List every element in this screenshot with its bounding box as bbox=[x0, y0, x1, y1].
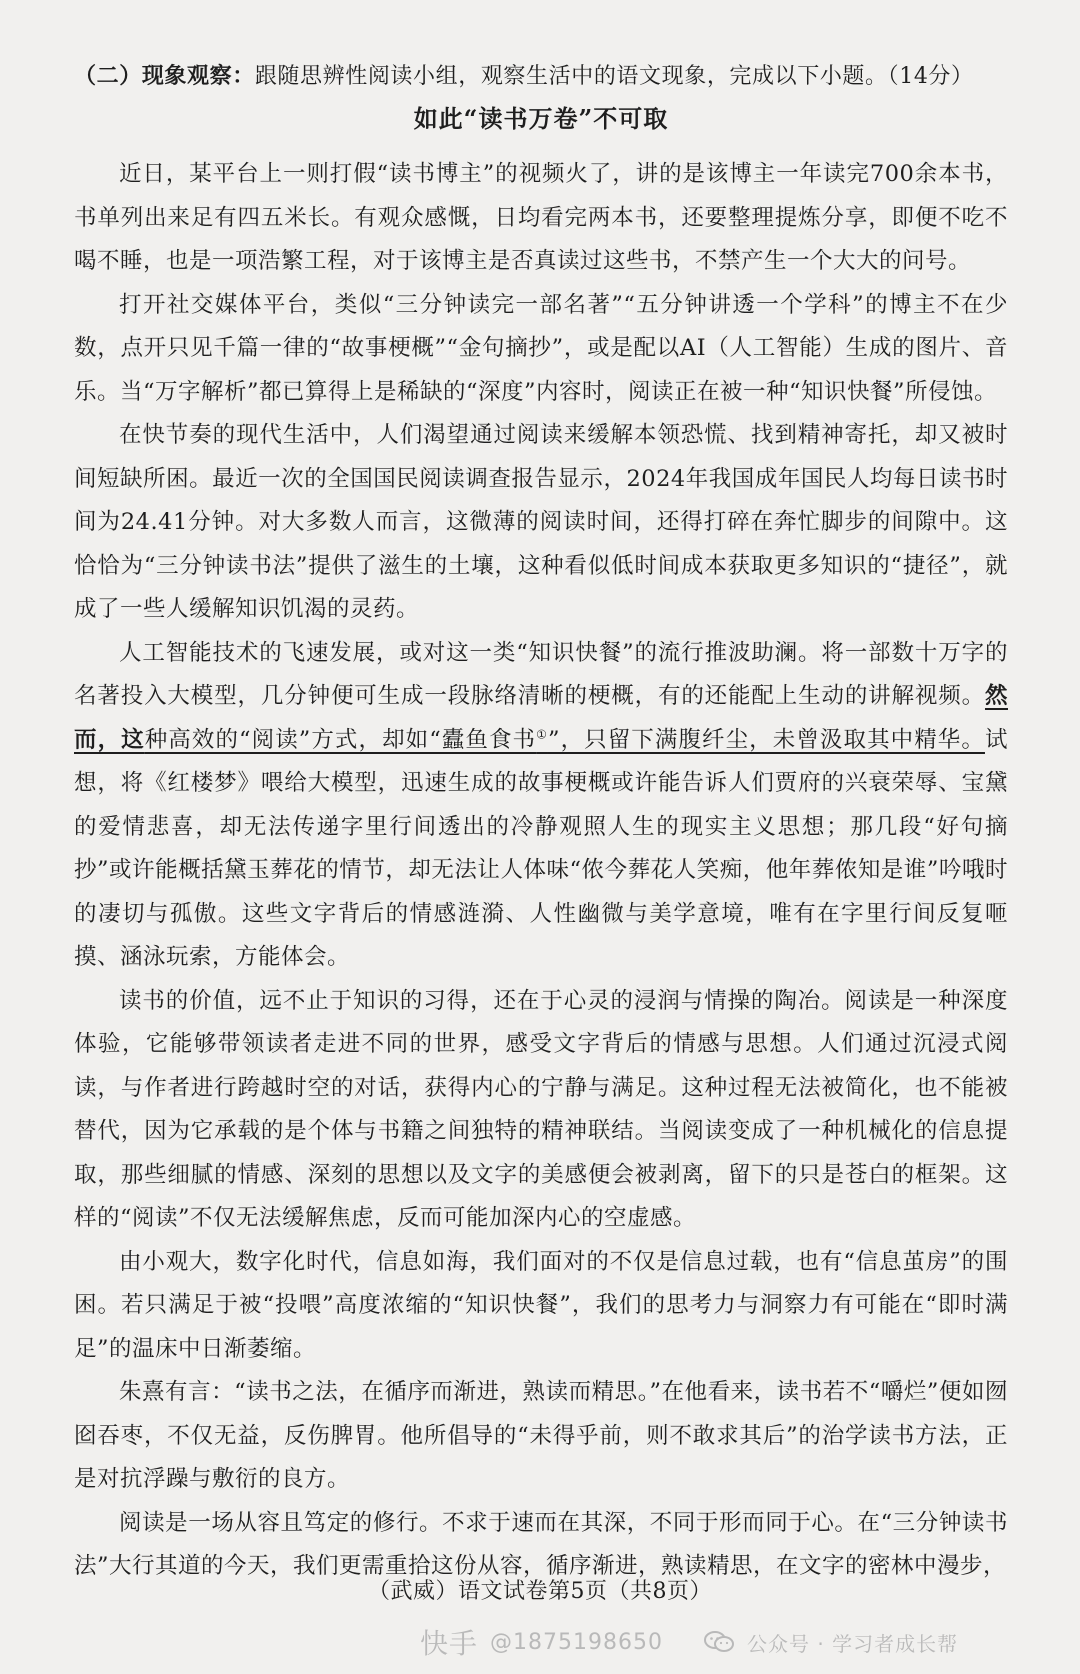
section-keyword: 现象观察： bbox=[141, 63, 255, 89]
paragraph-4-text-end: 试想，将《红楼梦》喂给大模型，迅速生成的故事梗概或许能告诉人们贾府的兴衰荣辱、宝黛的爱情悲喜，却无法传递字里行间透出的冷静观照人生的现实主义思想；那几段“好句摘抄”或许能概括黛玉葬花的情节，却无法让人体味“侬今葬花人笑痴，他年葬侬知是谁”吟哦时的凄切与孤傲。这些文字背后的情感涟漪、人性幽微与美学意境，唯有在字里行间反复咂摸、涵泳玩索，方能体会。 bbox=[74, 726, 1008, 970]
paragraph-5: 读书的价值，远不止于知识的习得，还在于心灵的浸润与情操的陶冶。阅读是一种深度体验，它能够带领读者走进不同的世界，感受文字背后的情感与思想。人们通过沉浸式阅读，与作者进行跨越时空的对话，获得内心的宁静与满足。这种过程无法被简化，也不能被替代，因为它承载的是个体与书籍之间独特的精神联结。当阅读变成了一种机械化的信息提取，那些细腻的情感、深刻的思想以及文字的美感便会被剥离，留下的只是苍白的框架。这样的“阅读”不仅无法缓解焦虑，反而可能加深内心的空虚感。 bbox=[74, 987, 1008, 1231]
wechat-icon bbox=[703, 1631, 735, 1653]
watermark-account: 公众号 · 学习者成长帮 bbox=[747, 1631, 959, 1656]
paragraph-1: 近日，某平台上一则打假“读书博主”的视频火了，讲的是该博主一年读完700余本书，书单列出来足有四五米长。有观众感慨，日均看完两本书，还要整理提炼分享，即便不吃不喝不睡，也是一项浩繁工程，对于该博主是否真读过这些书，不禁产生一个大大的问号。 bbox=[74, 161, 1008, 274]
paragraph-2: 打开社交媒体平台，类似“三分钟读完一部名著”“五分钟讲透一个学科”的博主不在少数，点开只见千篇一律的“故事梗概”“金句摘抄”，或是配以AI（人工智能）生成的图片、音乐。当“万字解析”都已算得上是稀缺的“深度”内容时，阅读正在被一种“知识快餐”所侵蚀。 bbox=[74, 291, 1008, 405]
section-instruction: 跟随思辨性阅读小组，观察生活中的语文现象，完成以下小题。（14分） bbox=[254, 64, 974, 89]
watermark-handle: @1875198650 bbox=[490, 1629, 663, 1655]
paragraph-8: 阅读是一场从容且笃定的修行。不求于速而在其深，不同于形而同于心。在“三分钟读书法”大行其道的今天，我们更需重拾这份从容，循序渐进，熟读精思，在文字的密林中漫步， bbox=[74, 1509, 1008, 1579]
paragraph-7: 朱熹有言：“读书之法，在循序而渐进，熟读而精思。”在他看来，读书若不“嚼烂”便如囫囵吞枣，不仅无益，反伤脾胃。他所倡导的“未得乎前，则不敢求其后”的治学读书方法，正是对抗浮躁与敷衍的良方。 bbox=[74, 1379, 1008, 1492]
watermark bbox=[420, 1622, 958, 1662]
paragraph-4-text-start: 人工智能技术的飞速发展，或对这一类“知识快餐”的流行推波助澜。将一部数十万字的名著投入大模型，几分钟便可生成一段脉络清晰的梗概，有的还能配上生动的讲解视频。 bbox=[74, 639, 1008, 709]
paragraph-3: 在快节奏的现代生活中，人们渴望通过阅读来缓解本领恐慌、找到精神寄托，却又被时间短缺所困。最近一次的全国国民阅读调查报告显示，2024年我国成年国民人均每日读书时间为24.41分钟。对大多数人而言，这微薄的阅读时间，还得打碎在奔忙脚步的间隙中。这恰恰为“三分钟读书法”提供了滋生的土壤，这种看似低时间成本获取更多知识的“捷径”，就成了一些人缓解知识饥渴的灵药。 bbox=[74, 422, 1008, 622]
underlined-part-a: 种高效的“阅读”方式，却如“蠹鱼食书 bbox=[144, 726, 537, 753]
paragraph-4 bbox=[74, 632, 1008, 980]
underlined-bold-part: 然而，这 bbox=[74, 683, 1008, 753]
article-title: 如此“读书万卷”不可取 bbox=[413, 104, 669, 133]
footnote-marker: ① bbox=[536, 727, 548, 741]
watermark-brand: 快手 bbox=[420, 1627, 479, 1660]
section-heading bbox=[74, 58, 1008, 95]
page-footer: （武威）语文试卷第5页（共8页） bbox=[368, 1579, 712, 1604]
underlined-part-b: ”，只留下满腹纤尘，未曾汲取其中精华。 bbox=[547, 726, 985, 753]
paragraph-6: 由小观大，数字化时代，信息如海，我们面对的不仅是信息过载，也有“信息茧房”的围困。若只满足于被“投喂”高度浓缩的“知识快餐”，我们的思考力与洞察力有可能在“即时满足”的温床中日渐萎缩。 bbox=[74, 1248, 1008, 1362]
section-number: （二） bbox=[74, 63, 142, 89]
